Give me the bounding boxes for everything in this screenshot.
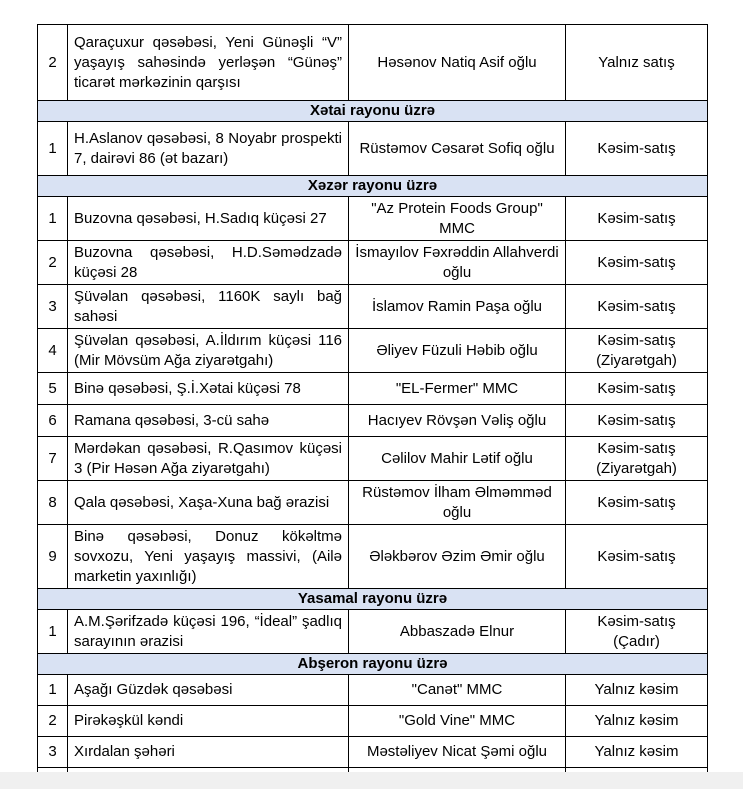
owner-cell: Rüstəmov Cəsarət Sofiq oğlu	[349, 122, 566, 176]
owner-cell: Məstəliyev Nicat Şəmi oğlu	[349, 737, 566, 768]
section-title: Yasamal rayonu üzrə	[38, 589, 708, 610]
section-header-row	[38, 589, 708, 610]
table-row	[38, 285, 708, 329]
activity-type-cell: Kəsim-satış (Ziyarətgah)	[566, 329, 708, 373]
row-number-cell: 1	[38, 610, 68, 654]
table-row	[38, 706, 708, 737]
owner-cell: "Canət" MMC	[349, 675, 566, 706]
activity-type-cell: Kəsim-satış	[566, 405, 708, 437]
address-cell: Aşağı Güzdək qəsəbəsi	[68, 675, 349, 706]
table-row	[38, 197, 708, 241]
activity-type-cell: Kəsim-satış	[566, 241, 708, 285]
owner-cell: İslamov Ramin Paşa oğlu	[349, 285, 566, 329]
row-number-cell: 3	[38, 285, 68, 329]
row-number-cell: 2	[38, 241, 68, 285]
table-row	[38, 481, 708, 525]
activity-type-cell: Kəsim-satış (Ziyarətgah)	[566, 437, 708, 481]
owner-cell: "Az Protein Foods Group" MMC	[349, 197, 566, 241]
activity-type-cell: Yalnız kəsim	[566, 706, 708, 737]
row-number-cell: 8	[38, 481, 68, 525]
address-cell: Binə qəsəbəsi, Ş.İ.Xətai küçəsi 78	[68, 373, 349, 405]
table-row	[38, 329, 708, 373]
table-row	[38, 737, 708, 768]
table-row	[38, 437, 708, 481]
activity-type-cell: Kəsim-satış	[566, 525, 708, 589]
table-row	[38, 373, 708, 405]
slaughter-points-table	[37, 24, 708, 788]
section-header-row	[38, 101, 708, 122]
activity-type-cell: Kəsim-satış	[566, 285, 708, 329]
table-row	[38, 610, 708, 654]
row-number-cell: 1	[38, 122, 68, 176]
row-number-cell: 1	[38, 675, 68, 706]
owner-cell: "Gold Vine" MMC	[349, 706, 566, 737]
row-number-cell: 6	[38, 405, 68, 437]
owner-cell: Abbaszadə Elnur	[349, 610, 566, 654]
window-bottom-bar	[0, 772, 743, 789]
address-cell: Ramana qəsəbəsi, 3-cü sahə	[68, 405, 349, 437]
owner-cell: Əliyev Füzuli Həbib oğlu	[349, 329, 566, 373]
address-cell: Buzovna qəsəbəsi, H.Sadıq küçəsi 27	[68, 197, 349, 241]
owner-cell: Həsənov Natiq Asif oğlu	[349, 25, 566, 101]
section-title: Abşeron rayonu üzrə	[38, 654, 708, 675]
address-cell: A.M.Şərifzadə küçəsi 196, “İdeal” şadlıq sarayının ərazisi	[68, 610, 349, 654]
activity-type-cell: Kəsim-satış	[566, 481, 708, 525]
row-number-cell: 9	[38, 525, 68, 589]
row-number-cell: 2	[38, 25, 68, 101]
row-number-cell: 1	[38, 197, 68, 241]
section-header-row	[38, 654, 708, 675]
activity-type-cell: Yalnız kəsim	[566, 737, 708, 768]
section-title: Xətai rayonu üzrə	[38, 101, 708, 122]
activity-type-cell: Yalnız kəsim	[566, 675, 708, 706]
owner-cell: Rüstəmov İlham Əlməmməd oğlu	[349, 481, 566, 525]
row-number-cell: 5	[38, 373, 68, 405]
table-row	[38, 122, 708, 176]
owner-cell: Hacıyev Rövşən Vəliş oğlu	[349, 405, 566, 437]
row-number-cell: 3	[38, 737, 68, 768]
table-row	[38, 675, 708, 706]
activity-type-cell: Kəsim-satış	[566, 373, 708, 405]
table-row	[38, 25, 708, 101]
address-cell: Qaraçuxur qəsəbəsi, Yeni Günəşli “V” yaşayış sahəsində yerləşən “Günəş” ticarət mərkəzinin qarşısı	[68, 25, 349, 101]
table-row	[38, 525, 708, 589]
address-cell: H.Aslanov qəsəbəsi, 8 Noyabr prospekti 7, dairəvi 86 (ət bazarı)	[68, 122, 349, 176]
address-cell: Pirəkəşkül kəndi	[68, 706, 349, 737]
row-number-cell: 7	[38, 437, 68, 481]
address-cell: Buzovna qəsəbəsi, H.D.Səmədzadə küçəsi 28	[68, 241, 349, 285]
table-body	[38, 25, 708, 788]
row-number-cell: 4	[38, 329, 68, 373]
address-cell: Binə qəsəbəsi, Donuz kökəltmə sovxozu, Yeni yaşayış massivi, (Ailə marketin yaxınlığı)	[68, 525, 349, 589]
owner-cell: Cəlilov Mahir Lətif oğlu	[349, 437, 566, 481]
owner-cell: İsmayılov Fəxrəddin Allahverdi oğlu	[349, 241, 566, 285]
activity-type-cell: Yalnız satış	[566, 25, 708, 101]
activity-type-cell: Kəsim-satış (Çadır)	[566, 610, 708, 654]
address-cell: Şüvəlan qəsəbəsi, 1160K saylı bağ sahəsi	[68, 285, 349, 329]
address-cell: Mərdəkan qəsəbəsi, R.Qasımov küçəsi 3 (Pir Həsən Ağa ziyarətgahı)	[68, 437, 349, 481]
address-cell: Şüvəlan qəsəbəsi, A.İldırım küçəsi 116 (Mir Mövsüm Ağa ziyarətgahı)	[68, 329, 349, 373]
table-row	[38, 241, 708, 285]
section-title: Xəzər rayonu üzrə	[38, 176, 708, 197]
owner-cell: "EL-Fermer" MMC	[349, 373, 566, 405]
address-cell: Xırdalan şəhəri	[68, 737, 349, 768]
row-number-cell: 2	[38, 706, 68, 737]
owner-cell: Ələkbərov Əzim Əmir oğlu	[349, 525, 566, 589]
table-row	[38, 405, 708, 437]
activity-type-cell: Kəsim-satış	[566, 122, 708, 176]
address-cell: Qala qəsəbəsi, Xaşa-Xuna bağ ərazisi	[68, 481, 349, 525]
section-header-row	[38, 176, 708, 197]
activity-type-cell: Kəsim-satış	[566, 197, 708, 241]
